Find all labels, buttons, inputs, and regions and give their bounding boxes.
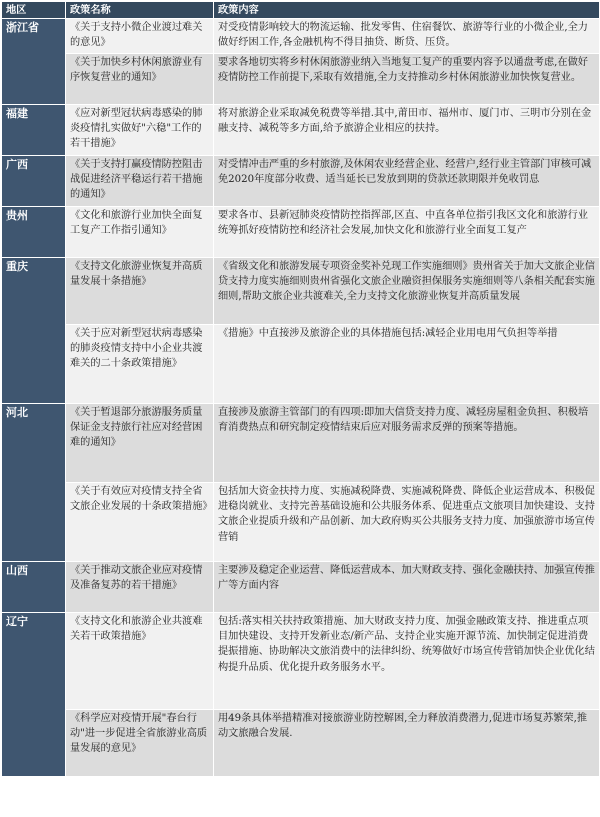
policy-name-cell: 《支持文化和旅游企业共渡难关若干政策措施》 [66,613,214,710]
policy-name-cell: 《关于有效应对疫情支持全省文旅企业发展的十条政策措施》 [66,483,214,562]
region-cell: 浙江省 [2,19,66,105]
policy-name-cell: 《关于应对新型冠状病毒感染的肺炎疫情支持中小企业共渡难关的二十条政策措施》 [66,325,214,404]
table-row [2,105,600,156]
policy-name-cell: 《科学应对疫情开展"春台行动"进一步促进全省旅游业高质量发展的意见》 [66,710,214,777]
policy-content-cell: 《省级文化和旅游发展专项资金奖补兑现工作实施细则》贵州省关于加大文旅企业信贷支持力度实施细则贵州省强化文旅企业融资担保服务实施细则等八条相关配套实施细则,帮助文旅企业共渡难关,全力支持文化旅游业恢复并高质量发展 [214,258,600,325]
table-row [2,258,600,325]
policy-content-cell: 包括:落实相关扶持政策措施、加大财政支持力度、加强金融政策支持、推进重点项目加快建设、支持开发新业态/新产品、支持企业实施开源节流、加快制定促进消费提振措施、协助解决文旅消费中的法律纠纷、统筹做好市场宣传营销加快企业优化结构提升品质、优化提升政务服务水平。 [214,613,600,710]
policy-content-cell: 对受疫情影响较大的物流运输、批发零售、住宿餐饮、旅游等行业的小微企业,全力做好纾困工作,各金融机构不得目抽贷、断贷、压贷。 [214,19,600,54]
region-cell: 辽宁 [2,613,66,777]
table-row [2,54,600,105]
policy-name-cell: 《支持文化旅游业恢复并高质量发展十条措施》 [66,258,214,325]
header-region: 地区 [2,2,66,19]
policy-name-cell: 《关于暂退部分旅游服务质量保证金支持旅行社应对经营困难的通知》 [66,404,214,483]
region-cell: 河北 [2,404,66,562]
header-policy-content: 政策内容 [214,2,600,19]
region-cell: 山西 [2,562,66,613]
table-row [2,562,600,613]
policy-content-cell: 要求各市、县新冠肺炎疫情防控指挥部,区直、中直各单位指引我区文化和旅游行业统筹抓好疫情防控和经济社会发展,加快文化和旅游行业全面复工复产 [214,207,600,258]
table-row [2,207,600,258]
policy-table [1,1,600,777]
policy-content-cell: 对受情冲击严重的乡村旅游,及休闲农业经营企业、经营户,经行业主管部门审核可减免2020年度部分收费、适当延长已发放到期的贷款还款期限并免收罚息 [214,156,600,207]
policy-name-cell: 《关于支持小微企业渡过难关的意见》 [66,19,214,54]
region-cell: 重庆 [2,258,66,404]
table-row [2,404,600,483]
table-row [2,710,600,777]
table-row [2,325,600,404]
region-cell: 广西 [2,156,66,207]
region-cell: 福建 [2,105,66,156]
policy-content-cell: 将对旅游企业采取减免税费等举措.其中,莆田市、福州市、厦门市、三明市分别在金融支持、减税等多方面,给予旅游企业相应的扶持。 [214,105,600,156]
table-row [2,156,600,207]
table-row [2,483,600,562]
table-row [2,613,600,710]
policy-content-cell: 《措施》中直接涉及旅游企业的具体措施包括:减轻企业用电用气负担等举措 [214,325,600,404]
policy-content-cell: 直接涉及旅游主管部门的有四项:即加大信贷支持力度、减轻房屋租金负担、积极培育消费热点和研究制定疫情结束后应对服务需求反弹的预案等措施。 [214,404,600,483]
policy-name-cell: 《关于加快乡村休闲旅游业有序恢复营业的通知》 [66,54,214,105]
header-row [2,2,600,19]
policy-content-cell: 主要涉及稳定企业运营、降低运营成本、加大财政支持、强化金融扶持、加强宣传推广等方面内容 [214,562,600,613]
policy-name-cell: 《关于支持打赢疫情防控阻击战促进经济平稳运行若干措施的通知》 [66,156,214,207]
policy-name-cell: 《应对新型冠状病毒感染的肺炎疫情扎实做好"六稳"工作的若干措施》 [66,105,214,156]
policy-name-cell: 《文化和旅游行业加快全面复工复产工作指引通知》 [66,207,214,258]
policy-content-cell: 要求各地切实将乡村休闲旅游业纳入当地复工复产的重要内容予以通盘考虑,在做好疫情防控工作前提下,采取有效措施,全力支持推动乡村休闲旅游业加快恢复营业。 [214,54,600,105]
policy-content-cell: 用49条具体举措精准对接旅游业防控解困,全力释放消费潜力,促进市场复苏繁荣,推动文旅融合发展. [214,710,600,777]
table-row [2,19,600,54]
policy-content-cell: 包括加大资金扶持力度、实施减税降费、实施减税降费、降低企业运营成本、积极促进稳岗就业、支持完善基础设施和公共服务体系、促进重点文旅项目加快建设、支持文旅企业提质升级和产品创新、加大政府购买公共服务支持力度、加强旅游市场宣传营销 [214,483,600,562]
header-policy-name: 政策名称 [66,2,214,19]
region-cell: 贵州 [2,207,66,258]
policy-name-cell: 《关于推动文旅企业应对疫情及准备复苏的若干措施》 [66,562,214,613]
